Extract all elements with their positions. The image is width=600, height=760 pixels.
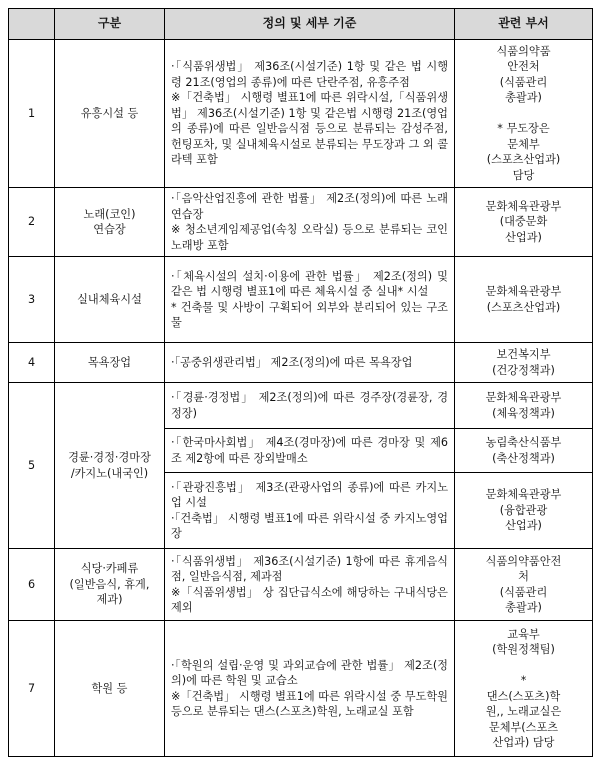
row-department: [455, 40, 593, 188]
row-department: [455, 429, 593, 473]
category-line: 식당·카페류: [80, 562, 139, 576]
department-line: (체육정책과): [492, 406, 555, 420]
definition-line: ※「식품위생법」 상 집단급식소에 해당하는 구내식당은 제외: [171, 585, 448, 614]
department-line: [459, 658, 588, 674]
definition-line: ·「한국마사회법」 제4조(경마장)에 따른 경마장 및 제6조 제2항에 따른 장외발매소: [171, 436, 448, 465]
department-line: * 무도장은: [497, 122, 550, 136]
definition-line: ※「건축법」 시행령 별표1에 따른 위락시설,「식품위생법」 제36조(시설기준) 1항 및 같은법 시행령 21조(영업의 종류)에 따른 일반음식점 등으로 분류되는 감성주점, 헌팅포차, 및 실내체육시설로 분류되는 무도장과 그 외 콜라텍 포함: [171, 91, 449, 167]
header-department: 관련 부서: [455, 9, 593, 40]
row-definition: [165, 473, 455, 549]
definition-line: ·「경륜·경정법」 제2조(정의)에 따른 경주장(경륜장, 경정장): [171, 391, 448, 420]
department-line: [459, 106, 588, 122]
row-number: 1: [9, 40, 55, 188]
row-definition: [165, 40, 455, 188]
category-line: 제과): [96, 593, 123, 607]
facility-table: [8, 8, 593, 757]
department-line: 총괄과): [505, 601, 542, 614]
department-line: 문체부: [507, 137, 540, 151]
row-category: [55, 383, 165, 549]
row-category: [55, 188, 165, 257]
definition-line: ※ 청소년게임제공업(속칭 오락실) 등으로 분류되는 코인노래방 포함: [171, 223, 448, 252]
department-line: 산업과) 담당: [492, 736, 555, 749]
definition-line: * 건축물 및 사방이 구획되어 외부와 분리되어 있는 구조물: [171, 300, 448, 329]
table-row-3: [9, 257, 593, 343]
department-line: 담당: [512, 168, 535, 182]
row-department: [455, 383, 593, 429]
category-line: 연습장: [93, 223, 126, 236]
row-definition: [165, 343, 455, 383]
row-number: 3: [9, 257, 55, 343]
definition-line: ·「식품위생법」 제36조(시설기준) 1항에 따른 휴게음식점, 일반음식점, 제과점: [171, 554, 448, 583]
row-department: [455, 621, 593, 757]
row-department: [455, 343, 593, 383]
header-category: 구분: [55, 9, 165, 40]
department-line: 산업과): [505, 519, 542, 533]
department-line: 문화체육관광부: [485, 391, 562, 404]
definition-line: ·「관광진흥법」 제3조(관광사업의 종류)에 따른 카지노업 시설: [171, 480, 448, 509]
department-line: 문화체육관광부: [485, 285, 562, 298]
department-line: (학원정책팀): [492, 643, 555, 656]
table-row-4: [9, 343, 593, 383]
header-number: [9, 9, 55, 40]
row-category: 유흥시설 등: [55, 40, 165, 188]
department-line: (스포츠산업과): [486, 300, 561, 314]
department-line: 식품의약품안전: [485, 554, 562, 568]
department-line: 교육부: [507, 627, 540, 641]
row-department: [455, 188, 593, 257]
table-row-5a: [9, 383, 593, 429]
row-department: [455, 549, 593, 621]
category-line: 노래(코인): [83, 207, 136, 221]
table-row-6: [9, 549, 593, 621]
header-definition: 정의 및 세부 기준: [165, 9, 455, 40]
row-category: 실내체육시설: [55, 257, 165, 343]
department-line: 문체부(스포츠: [488, 720, 559, 734]
department-line: 문화체육관광부: [485, 199, 562, 213]
category-line: 경륜·경정·경마장: [68, 451, 151, 464]
row-number: 6: [9, 549, 55, 621]
department-line: (식품관리: [499, 75, 548, 89]
department-line: *: [520, 674, 527, 687]
department-line: 원,, 노래교실은: [485, 705, 562, 718]
department-line: 안전처: [507, 60, 540, 74]
department-line: (축산정책과): [492, 451, 555, 465]
department-line: (건강정책과): [492, 363, 555, 377]
department-line: 처: [518, 570, 529, 583]
department-line: 댄스(스포츠)학: [486, 689, 561, 703]
row-definition: [165, 621, 455, 757]
row-category: 목욕장업: [55, 343, 165, 383]
department-line: (식품관리: [499, 585, 548, 599]
definition-line: ·「음악산업진흥에 관한 법률」 제2조(정의)에 따른 노래연습장: [171, 192, 448, 221]
department-line: 농림축산식품부: [485, 436, 562, 449]
category-line: (일반음식, 휴게,: [69, 577, 150, 591]
row-department: [455, 473, 593, 549]
department-line: 총괄과): [505, 91, 542, 105]
department-line: (스포츠산업과): [486, 153, 561, 167]
row-definition: [165, 549, 455, 621]
row-definition: [165, 188, 455, 257]
definition-line: ·「식품위생법」 제36조(시설기준) 1항 및 같은 법 시행령 21조(영업의 종류)에 따른 단란주점, 유흥주점: [171, 60, 448, 89]
table-row-2: [9, 188, 593, 257]
definition-line: ·「체육시설의 설치·이용에 관한 법률」 제2조(정의) 및 같은 법 시행령 별표1에 따른 체육시설 중 실내* 시설: [171, 269, 448, 298]
table-row-7: [9, 621, 593, 757]
department-line: 산업과): [505, 230, 542, 244]
row-definition: [165, 383, 455, 429]
department-line: 보건복지부: [496, 348, 551, 361]
table-row-1: [9, 40, 593, 188]
category-line: /카지노(내국인): [70, 466, 149, 480]
row-number: 2: [9, 188, 55, 257]
header-row: [9, 9, 593, 40]
row-department: [455, 257, 593, 343]
row-category: [55, 549, 165, 621]
row-number: 7: [9, 621, 55, 757]
definition-line: ·「공중위생관리법」 제2조(정의)에 따른 목욕장업: [171, 355, 413, 369]
row-definition: [165, 257, 455, 343]
row-number: 4: [9, 343, 55, 383]
department-line: 식품의약품: [496, 44, 551, 58]
definition-line: ·「건축법」 시행령 별표1에 따른 위락시설 중 카지노영업장: [171, 511, 448, 540]
department-line: (대중문화: [499, 215, 548, 229]
definition-line: ※「건축법」 시행령 별표1에 따른 위락시설 중 무도학원 등으로 분류되는 댄스(스포츠)학원, 노래교실 포함: [171, 689, 448, 718]
row-category: 학원 등: [55, 621, 165, 757]
row-definition: [165, 429, 455, 473]
department-line: 문화체육관광부: [485, 488, 562, 502]
department-line: (융합관광: [499, 503, 548, 517]
definition-line: ·「학원의 설립·운영 및 과외교습에 관한 법률」 제2조(정의)에 따른 학원 및 교습소: [171, 658, 448, 687]
row-number: 5: [9, 383, 55, 549]
